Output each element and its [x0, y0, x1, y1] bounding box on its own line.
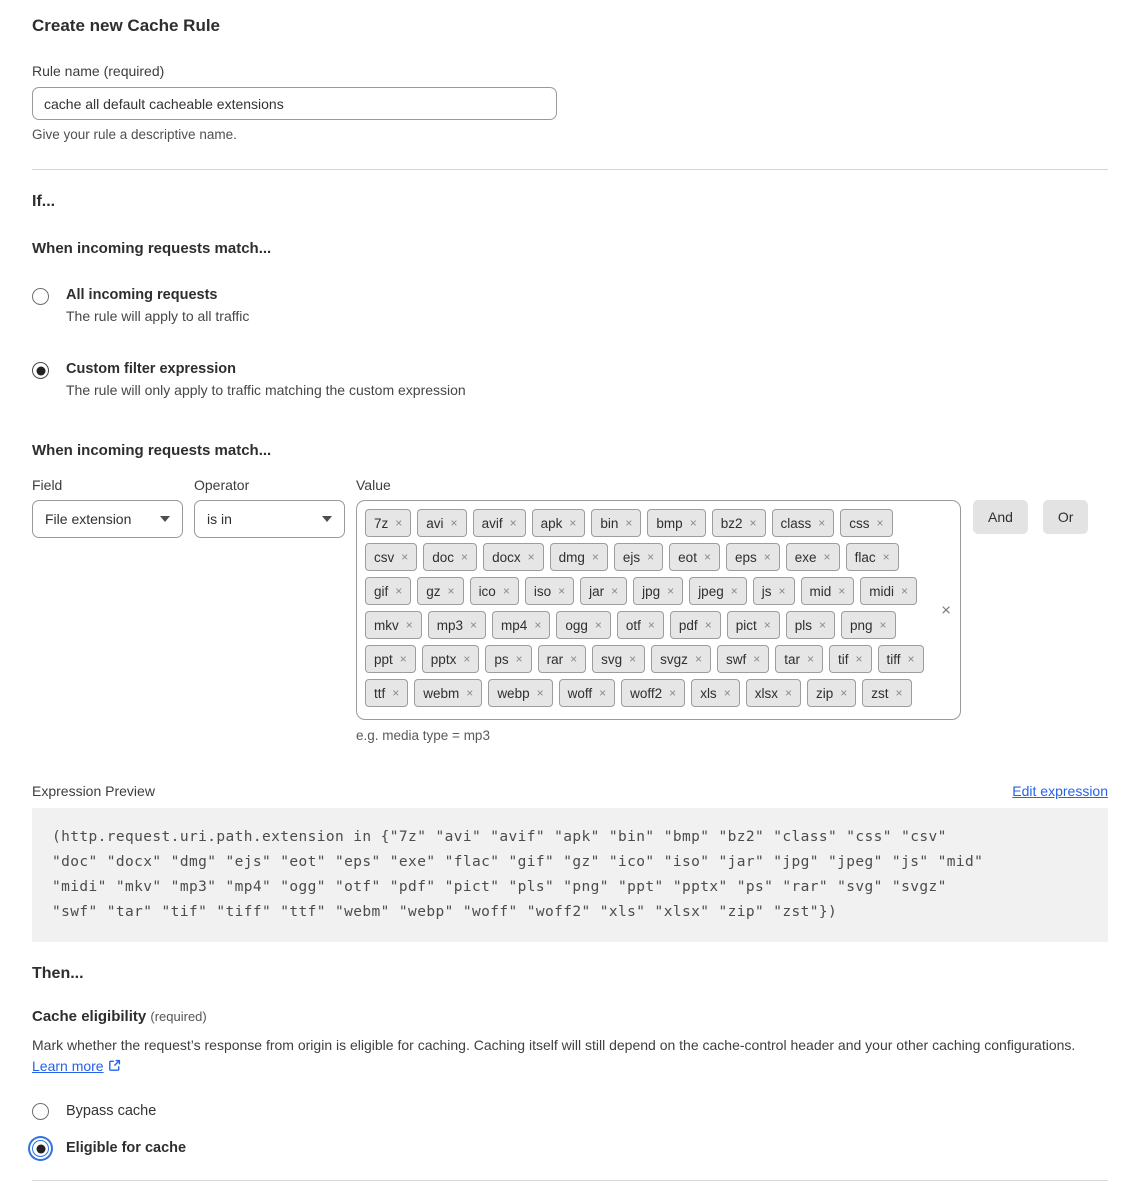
chip-remove-icon[interactable]: ×	[534, 618, 542, 632]
chip-label: ps	[494, 651, 509, 667]
radio-option-all-incoming[interactable]	[32, 287, 1108, 324]
chip-label: class	[780, 515, 812, 531]
value-chip	[712, 509, 766, 537]
operator-label: Operator	[194, 477, 250, 493]
chip-label: eps	[734, 549, 757, 565]
value-chip	[580, 577, 627, 605]
chip-remove-icon[interactable]: ×	[405, 618, 413, 632]
chip-label: 7z	[374, 515, 389, 531]
chip-label: woff2	[630, 685, 663, 701]
chip-remove-icon[interactable]: ×	[895, 686, 903, 700]
value-chip	[365, 679, 408, 707]
radio-label: Bypass cache	[66, 1103, 157, 1120]
chip-label: jpeg	[698, 583, 724, 599]
chip-remove-icon[interactable]: ×	[392, 686, 400, 700]
chevron-down-icon	[160, 516, 170, 522]
chip-label: ico	[478, 583, 496, 599]
value-label: Value	[356, 477, 391, 493]
match-heading-2: When incoming requests match...	[32, 442, 272, 459]
chip-remove-icon[interactable]: ×	[749, 516, 757, 530]
chip-label: webm	[423, 685, 460, 701]
value-chip	[829, 645, 872, 673]
chip-label: zip	[815, 685, 834, 701]
chip-remove-icon[interactable]: ×	[879, 618, 887, 632]
chip-remove-icon[interactable]: ×	[763, 618, 771, 632]
required-tag: (required)	[150, 1008, 207, 1024]
chip-remove-icon[interactable]: ×	[647, 618, 655, 632]
value-chip	[801, 577, 855, 605]
if-heading: If...	[32, 193, 56, 210]
chip-remove-icon[interactable]: ×	[840, 686, 848, 700]
chip-label: eot	[678, 549, 697, 565]
value-chips	[365, 509, 926, 707]
chip-label: avi	[426, 515, 444, 531]
chip-remove-icon[interactable]: ×	[882, 550, 890, 564]
value-chip	[840, 509, 892, 537]
value-chip	[647, 509, 705, 537]
chip-remove-icon[interactable]: ×	[570, 652, 578, 666]
value-chip	[786, 611, 835, 639]
chip-remove-icon[interactable]: ×	[466, 686, 474, 700]
rule-name-help: Give your rule a descriptive name.	[32, 127, 237, 142]
then-heading: Then...	[32, 964, 84, 982]
chip-label: pptx	[430, 651, 457, 667]
radio-button-selected-focused[interactable]	[32, 1140, 49, 1157]
chip-label: js	[761, 583, 772, 599]
chip-remove-icon[interactable]: ×	[569, 516, 577, 530]
chip-remove-icon[interactable]: ×	[395, 584, 403, 598]
chip-remove-icon[interactable]: ×	[509, 516, 517, 530]
chip-remove-icon[interactable]: ×	[515, 652, 523, 666]
value-chip	[617, 611, 664, 639]
value-chip	[365, 645, 416, 673]
chip-label: iso	[533, 583, 552, 599]
value-chip	[525, 577, 574, 605]
or-button[interactable]: Or	[1043, 500, 1089, 534]
chip-label: avif	[481, 515, 503, 531]
chip-label: ttf	[374, 685, 386, 701]
value-chip	[591, 509, 641, 537]
radio-button-selected[interactable]	[32, 362, 49, 379]
value-chip	[417, 509, 466, 537]
value-chip	[485, 645, 531, 673]
value-chip	[726, 543, 780, 571]
value-chip	[753, 577, 795, 605]
custom-filter-builder	[32, 442, 1108, 743]
chip-label: mp3	[436, 617, 464, 633]
radio-description: The rule will only apply to traffic matching the custom expression	[66, 382, 466, 398]
value-chip	[772, 509, 835, 537]
edit-expression-link[interactable]: Edit expression	[1012, 783, 1108, 799]
value-chip	[670, 611, 721, 639]
value-chip	[365, 509, 411, 537]
value-chip	[786, 543, 840, 571]
value-chip	[492, 611, 550, 639]
chip-remove-icon[interactable]: ×	[901, 584, 909, 598]
chip-label: woff	[567, 685, 593, 701]
chip-label: docx	[492, 549, 521, 565]
value-chip	[846, 543, 899, 571]
value-chip	[423, 543, 477, 571]
value-chip	[559, 679, 616, 707]
value-chip	[689, 577, 747, 605]
chip-remove-icon[interactable]: ×	[594, 618, 602, 632]
radio-label: All incoming requests	[66, 287, 218, 303]
chip-remove-icon[interactable]: ×	[470, 618, 478, 632]
value-chip	[691, 679, 740, 707]
radio-option-custom-filter[interactable]	[32, 361, 1108, 398]
chip-label: gif	[374, 583, 389, 599]
chip-remove-icon[interactable]: ×	[447, 584, 455, 598]
chip-label: zst	[871, 685, 889, 701]
chip-label: xls	[700, 685, 717, 701]
chip-label: pict	[735, 617, 757, 633]
page-title: Create new Cache Rule	[32, 16, 221, 35]
chip-label: exe	[794, 549, 817, 565]
chip-remove-icon[interactable]: ×	[669, 686, 677, 700]
chip-remove-icon[interactable]: ×	[461, 550, 469, 564]
value-chip	[428, 611, 486, 639]
chip-label: rar	[546, 651, 564, 667]
chip-remove-icon[interactable]: ×	[536, 686, 544, 700]
value-chip	[592, 645, 645, 673]
chip-label: csv	[374, 549, 395, 565]
chip-label: ejs	[622, 549, 641, 565]
value-chip	[483, 543, 544, 571]
value-chip	[532, 509, 586, 537]
chip-label: png	[850, 617, 873, 633]
chip-remove-icon[interactable]: ×	[784, 686, 792, 700]
value-chip	[860, 577, 917, 605]
chip-remove-icon[interactable]: ×	[704, 618, 712, 632]
chip-remove-icon[interactable]: ×	[778, 584, 786, 598]
learn-more-link[interactable]: Learn more	[32, 1058, 104, 1075]
chip-label: webp	[497, 685, 530, 701]
chip-remove-icon[interactable]: ×	[876, 516, 884, 530]
external-link-icon	[108, 1057, 121, 1079]
chip-label: gz	[426, 583, 441, 599]
value-chip	[365, 611, 422, 639]
value-chip	[365, 543, 417, 571]
chip-remove-icon[interactable]: ×	[558, 584, 566, 598]
operator-select[interactable]	[194, 500, 345, 538]
value-hint: e.g. media type = mp3	[356, 728, 490, 743]
match-heading-1: When incoming requests match...	[32, 240, 272, 257]
value-chip	[538, 645, 587, 673]
cache-eligibility-heading	[32, 1008, 1108, 1025]
chip-remove-icon[interactable]: ×	[647, 550, 655, 564]
value-chip	[550, 543, 608, 571]
value-multiselect-input[interactable]	[356, 500, 961, 720]
chip-label: bin	[600, 515, 619, 531]
chip-label: jar	[589, 583, 605, 599]
expression-preview-label: Expression Preview	[32, 783, 155, 799]
value-chip	[669, 543, 720, 571]
chip-remove-icon[interactable]: ×	[611, 584, 619, 598]
chip-remove-icon[interactable]: ×	[502, 584, 510, 598]
clear-all-icon[interactable]: ×	[941, 600, 951, 620]
chip-remove-icon[interactable]: ×	[823, 550, 831, 564]
radio-option-eligible-for-cache[interactable]	[32, 1139, 1108, 1157]
field-label: Field	[32, 477, 63, 493]
value-chip	[473, 509, 526, 537]
radio-button-unselected[interactable]	[32, 288, 49, 305]
chip-label: tiff	[886, 651, 901, 667]
chip-label: jpg	[642, 583, 661, 599]
radio-option-bypass-cache[interactable]	[32, 1102, 1108, 1120]
chip-label: svgz	[660, 651, 688, 667]
chip-remove-icon[interactable]: ×	[855, 652, 863, 666]
chip-label: apk	[540, 515, 563, 531]
chip-label: flac	[854, 549, 876, 565]
chip-label: tif	[838, 651, 849, 667]
value-chip	[614, 543, 663, 571]
value-chip	[470, 577, 519, 605]
value-chip	[365, 577, 411, 605]
chip-label: bz2	[720, 515, 743, 531]
chip-label: css	[849, 515, 870, 531]
radio-description: The rule will apply to all traffic	[66, 308, 250, 324]
chip-remove-icon[interactable]: ×	[667, 584, 675, 598]
chip-remove-icon[interactable]: ×	[527, 550, 535, 564]
value-chip	[841, 611, 896, 639]
chip-label: pls	[794, 617, 812, 633]
chip-remove-icon[interactable]: ×	[818, 516, 826, 530]
chip-remove-icon[interactable]: ×	[629, 652, 637, 666]
chip-remove-icon[interactable]: ×	[703, 550, 711, 564]
field-select[interactable]	[32, 500, 183, 538]
chip-remove-icon[interactable]: ×	[723, 686, 731, 700]
value-chip	[422, 645, 480, 673]
chip-label: otf	[625, 617, 641, 633]
chip-remove-icon[interactable]: ×	[838, 584, 846, 598]
value-chip	[878, 645, 924, 673]
value-chip	[414, 679, 482, 707]
value-chip	[621, 679, 685, 707]
chip-label: pdf	[678, 617, 698, 633]
field-select-value: File extension	[45, 511, 132, 527]
chip-label: ogg	[565, 617, 588, 633]
chip-remove-icon[interactable]: ×	[689, 516, 697, 530]
value-chip	[717, 645, 769, 673]
chip-remove-icon[interactable]: ×	[399, 652, 407, 666]
chip-label: midi	[869, 583, 895, 599]
operator-select-value: is in	[207, 511, 232, 527]
value-chip	[556, 611, 611, 639]
chip-label: tar	[784, 651, 800, 667]
chip-label: mp4	[501, 617, 528, 633]
chevron-down-icon	[322, 516, 332, 522]
description-text: Mark whether the request’s response from origin is eligible for caching. Caching itself will still depend on the cache-control header and your other caching configurations.	[32, 1036, 1076, 1053]
rule-name-label: Rule name (required)	[32, 63, 165, 79]
chip-label: bmp	[656, 515, 683, 531]
value-chip	[807, 679, 856, 707]
chip-label: swf	[725, 651, 747, 667]
chip-label: mid	[809, 583, 832, 599]
chip-remove-icon[interactable]: ×	[463, 652, 471, 666]
value-chip	[862, 679, 911, 707]
chip-remove-icon[interactable]: ×	[395, 516, 403, 530]
chip-remove-icon[interactable]: ×	[907, 652, 915, 666]
chip-remove-icon[interactable]: ×	[806, 652, 814, 666]
chip-remove-icon[interactable]: ×	[591, 550, 599, 564]
chip-label: svg	[601, 651, 623, 667]
value-chip	[727, 611, 780, 639]
chip-remove-icon[interactable]: ×	[694, 652, 702, 666]
chip-remove-icon[interactable]: ×	[625, 516, 633, 530]
value-chip	[417, 577, 463, 605]
radio-button-unselected[interactable]	[32, 1103, 49, 1120]
chip-label: doc	[432, 549, 455, 565]
chip-label: dmg	[558, 549, 585, 565]
value-chip	[746, 679, 801, 707]
chip-remove-icon[interactable]: ×	[763, 550, 771, 564]
radio-label: Custom filter expression	[66, 361, 237, 377]
value-chip	[651, 645, 711, 673]
request-match-radio-group	[32, 287, 1108, 398]
chip-remove-icon[interactable]: ×	[450, 516, 458, 530]
cache-eligibility-label: Cache eligibility	[32, 1007, 147, 1025]
value-chip	[775, 645, 823, 673]
chip-remove-icon[interactable]: ×	[753, 652, 761, 666]
chip-remove-icon[interactable]: ×	[730, 584, 738, 598]
radio-label: Eligible for cache	[66, 1140, 187, 1157]
chip-label: mkv	[374, 617, 399, 633]
expression-code: (http.request.uri.path.extension in {"7z" "avi" "avif" "apk" "bin" "bmp" "bz2" "class" "css" "csv" "doc" "docx" "dmg" "ejs" "eot" "eps" "exe" "flac" "gif" "gz" "ico" "iso" "jar" "jpg" "jpeg" "js" "mid" "midi" "mkv" "mp3" "mp4" "ogg" "otf" "pdf" "pict" "pls" "png" "ppt" "pptx" "ps" "rar" "svg" "svgz" "swf" "tar" "tif" "tiff" "ttf" "webm" "webp" "woff" "woff2" "xls" "xlsx" "zip" "zst"})	[32, 808, 1108, 942]
chip-remove-icon[interactable]: ×	[819, 618, 827, 632]
cache-eligibility-description	[32, 1035, 1108, 1079]
chip-remove-icon[interactable]: ×	[401, 550, 409, 564]
value-chip	[633, 577, 683, 605]
section-divider	[32, 169, 1108, 170]
chip-label: ppt	[374, 651, 393, 667]
value-chip	[488, 679, 552, 707]
chip-remove-icon[interactable]: ×	[599, 686, 607, 700]
chip-label: xlsx	[754, 685, 778, 701]
cache-eligibility-radio-group	[32, 1102, 1108, 1157]
and-button[interactable]: And	[973, 500, 1028, 534]
rule-name-input[interactable]	[32, 87, 557, 120]
